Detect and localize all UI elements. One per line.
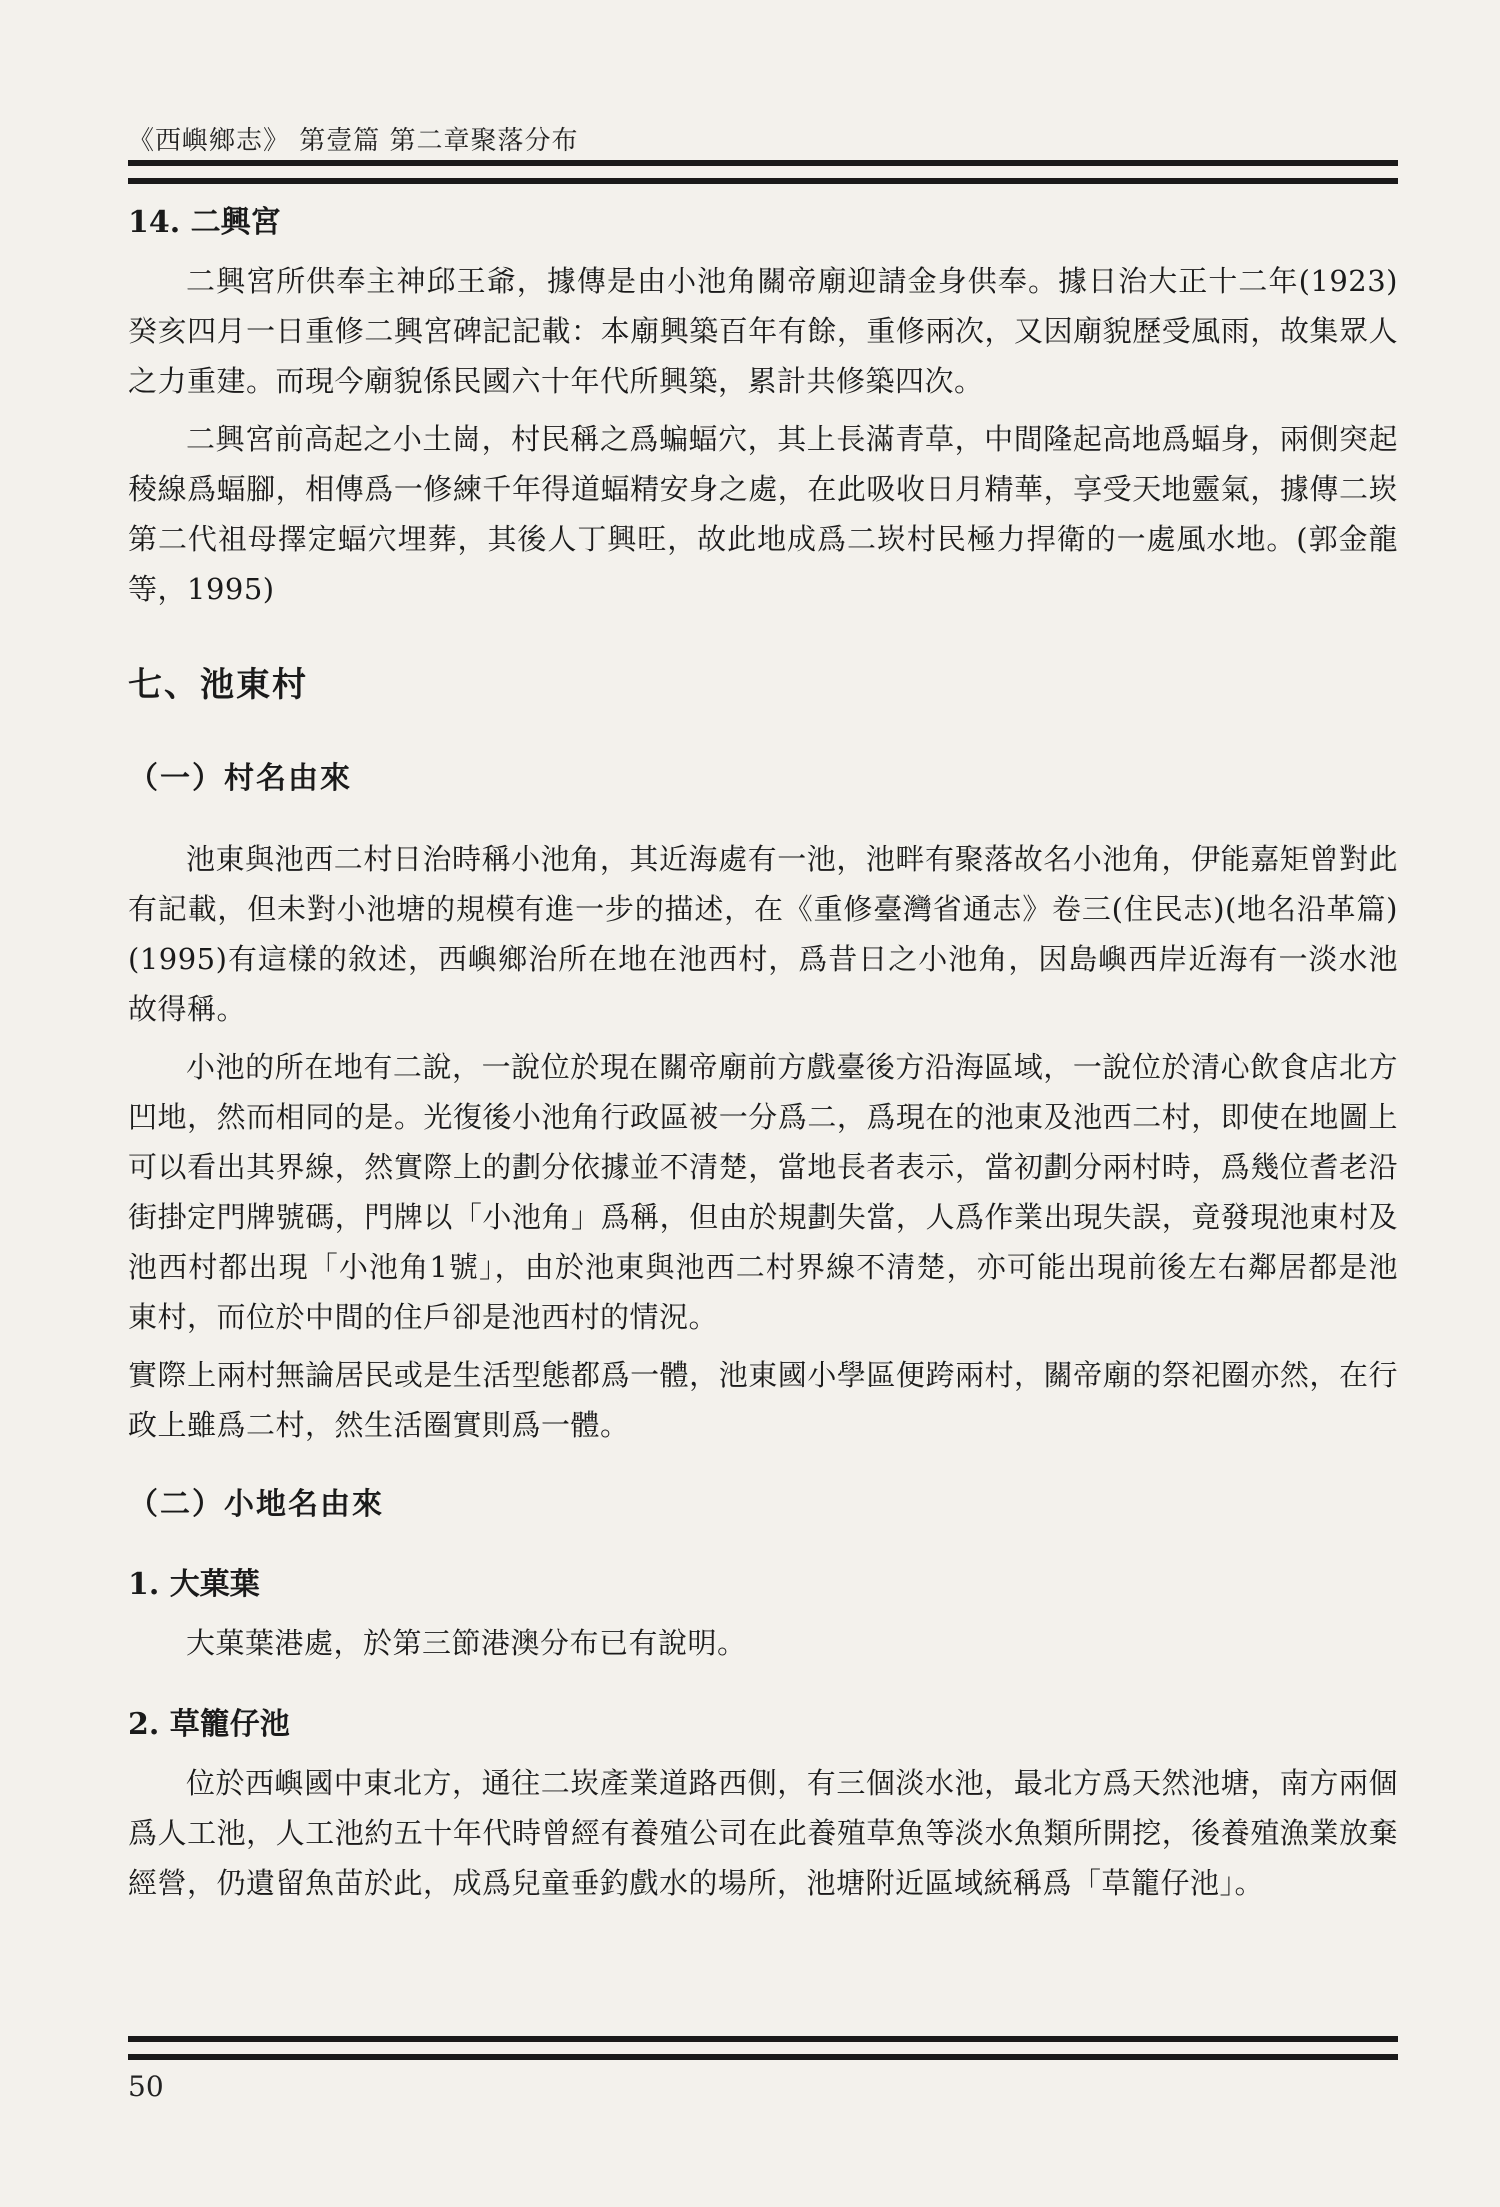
item-heading-daguoye: 1. 大菓葉 bbox=[128, 1567, 260, 1602]
subsection-heading-village-name-origin: （一）村名由來 bbox=[128, 761, 352, 796]
paragraph: 位於西嶼國中東北方，通往二崁產業道路西側，有三個淡水池，最北方爲天然池塘，南方兩個爲人工池，人工池約五十年代時曾經有養殖公司在此養殖草魚等淡水魚類所開挖，後養殖漁業放棄經營，仍遺留魚苗於此，成爲兒童垂釣戲水的場所，池塘附近區域統稱爲「草籠仔池」。 bbox=[128, 1766, 1398, 1900]
paragraph: 池東與池西二村日治時稱小池角，其近海處有一池，池畔有聚落故名小池角，伊能嘉矩曾對此有記載，但未對小池塘的規模有進一步的描述，在《重修臺灣省通志》卷三(住民志)(地名沿革篇)(1995)有這樣的敘述，西嶼鄉治所在地在池西村，爲昔日之小池角，因島嶼西岸近海有一淡水池故得稱。 bbox=[128, 842, 1398, 1026]
page-number: 50 bbox=[128, 2070, 164, 2103]
paragraph: 二興宮所供奉主神邱王爺，據傳是由小池角關帝廟迎請金身供奉。據日治大正十二年(1923)癸亥四月一日重修二興宮碑記記載：本廟興築百年有餘，重修兩次，又因廟貌歷受風雨，故集眾人之力重建。而現今廟貌係民國六十年代所興築，累計共修築四次。 bbox=[128, 264, 1398, 398]
subsection-heading-local-place-names: （二）小地名由來 bbox=[128, 1487, 384, 1522]
running-header: 《西嶼鄉志》 第壹篇 第二章聚落分布 bbox=[128, 126, 579, 156]
paragraph: 小池的所在地有二說，一說位於現在關帝廟前方戲臺後方沿海區域，一說位於清心飲食店北方凹地，然而相同的是。光復後小池角行政區被一分爲二，爲現在的池東及池西二村，即使在地圖上可以看出其界線，然實際上的劃分依據並不清楚，當地長者表示，當初劃分兩村時，爲幾位耆老沿街掛定門牌號碼，門牌以「小池角」爲稱，但由於規劃失當，人爲作業出現失誤，竟發現池東村及池西村都出現「小池角1號」，由於池東與池西二村界線不清楚，亦可能出現前後左右鄰居都是池東村，而位於中間的住戶卻是池西村的情況。 bbox=[128, 1050, 1398, 1334]
item-heading-caolongzai-pond: 2. 草籠仔池 bbox=[128, 1707, 290, 1742]
paragraph: 大菓葉港處，於第三節港澳分布已有說明。 bbox=[186, 1626, 747, 1660]
top-decorative-border bbox=[128, 160, 1398, 184]
section-heading-chidong-village: 七、池東村 bbox=[128, 665, 308, 705]
paragraph: 實際上兩村無論居民或是生活型態都爲一體，池東國小學區便跨兩村，關帝廟的祭祀圈亦然，在行政上雖爲二村，然生活圈實則爲一體。 bbox=[128, 1358, 1398, 1442]
spacer bbox=[128, 1676, 1398, 1700]
bottom-decorative-border bbox=[128, 2036, 1398, 2060]
paragraph: 二興宮前高起之小土崗，村民稱之爲蝙蝠穴，其上長滿青草，中間隆起高地爲蝠身，兩側突起稜線爲蝠腳，相傳爲一修練千年得道蝠精安身之處，在此吸收日月精華，享受天地靈氣，據傳二崁第二代祖母擇定蝠穴埋葬，其後人丁興旺，故此地成爲二崁村民極力捍衛的一處風水地。(郭金龍等，1995) bbox=[128, 422, 1398, 606]
item-heading-erxing-temple: 14. 二興宮 bbox=[128, 205, 281, 240]
page-content bbox=[128, 198, 1398, 1916]
